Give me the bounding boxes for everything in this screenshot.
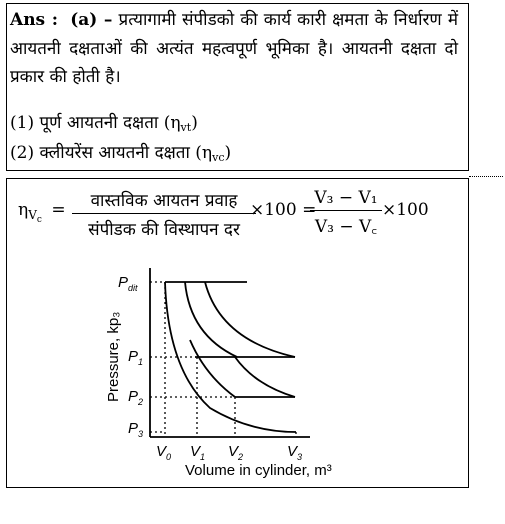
v1-label: $V_1$ [190,443,206,462]
list-close: ) [224,143,232,163]
v2-label: $V_2$ [228,443,244,462]
fraction-1-denominator: संपीडक की विस्थापन दर [88,220,240,240]
times-100-b: ×100 [382,200,429,220]
equals-sign-2: = [302,200,317,220]
compression-curve-4 [235,357,295,397]
v3-label: $V_3$ [287,443,303,462]
list-text: पूर्ण आयतनी दक्षता (η [39,113,181,133]
x-axis-title: Volume in cylinder, m³ [185,462,332,479]
list-close: ) [191,113,198,133]
dotted-guides [150,282,296,437]
list-number: (1) [10,113,35,133]
v0-label: $V_0$ [156,443,172,462]
fraction-2-numerator: V₃ − V₁ [310,188,382,211]
answer-part: (a) – [70,10,113,30]
p2-label: $P_2$ [128,388,144,407]
lhs-subsubscript: c [36,215,42,225]
p-dit-label: $P_{dit}$ [118,274,138,293]
list-subscript: vc [212,151,225,164]
times-100: ×100 [250,200,297,220]
lhs-subscript: V [28,208,37,222]
fraction-2-denominator: V₃ − V꜀ [314,217,378,237]
answer-body: प्रत्यागामी संपीडको की कार्य कारी क्षमता के निर्धारण में आयतनी दक्षताओं की अत्यंत महत्वपूर्ण भूमिका है। आयतनी दक्षता दो प्रकार की होती है। [10,10,458,87]
y-axis-title: Pressure, kp₃ [105,311,122,402]
fraction-1-numerator: वास्तविक आयतन प्रवाह [72,188,256,214]
p3-label: $P_3$ [128,420,144,439]
list-number: (2) [10,143,35,163]
equals-sign: = [51,200,66,220]
list-text: क्लीयरेंस आयतनी दक्षता (η [39,143,213,163]
p1-label: $P_1$ [128,348,144,367]
eta-symbol: η [18,200,29,220]
list-subscript: vt [180,121,192,134]
answer-label: Ans : [10,10,59,30]
